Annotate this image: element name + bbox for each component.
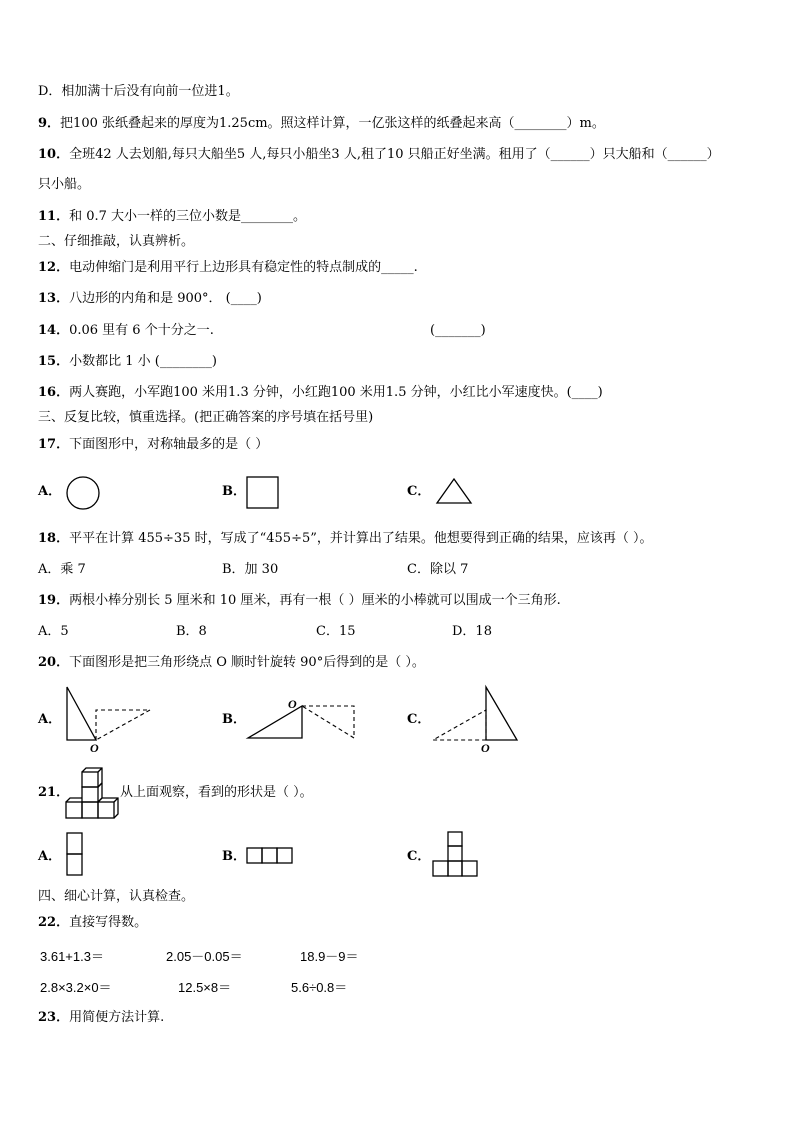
- calc-item: 18.9－9＝: [300, 949, 359, 964]
- question-text: 电动伸缩门是利用平行上边形具有稳定性的特点制成的_____.: [69, 260, 418, 275]
- point-o-label: O: [481, 741, 490, 755]
- question-number: 18．: [38, 531, 70, 546]
- triangle-shape: [437, 479, 471, 503]
- option-a[interactable]: A．: [38, 849, 62, 864]
- rotation-figure-a: [62, 684, 158, 756]
- option-b[interactable]: B．8: [176, 624, 207, 639]
- calc-item: 2.05－0.05＝: [166, 949, 243, 964]
- calc-item: 5.6÷0.8＝: [291, 980, 348, 995]
- rotated-triangle: [96, 710, 150, 740]
- question-text: 直接写得数。: [69, 915, 148, 930]
- question-number: 9．: [38, 116, 61, 131]
- question-number: 11．: [38, 209, 70, 224]
- view-option-c: [432, 831, 480, 879]
- option-a[interactable]: A．5: [38, 624, 69, 639]
- question-14-answer-blank[interactable]: (_______): [430, 323, 486, 338]
- question-15: [38, 353, 217, 371]
- question-number: 20．: [38, 655, 70, 670]
- calc-item: 3.61+1.3＝: [40, 949, 104, 964]
- question-text: 下面图形是把三角形绕点 O 顺时针旋转 90°后得到的是（ ）。: [69, 655, 425, 670]
- q8-option-d: D．相加满十后没有向前一位进1。: [38, 84, 239, 99]
- option-b[interactable]: B．加 30: [222, 562, 279, 577]
- question-18: [38, 530, 653, 548]
- rotated-triangle: [433, 710, 486, 740]
- option-c[interactable]: C．: [407, 484, 431, 499]
- question-21-number: [38, 784, 69, 802]
- square-shape: [247, 477, 278, 508]
- option-b[interactable]: B．: [222, 484, 246, 499]
- rotated-triangle: [302, 706, 354, 738]
- option-c[interactable]: C．15: [316, 624, 356, 639]
- question-text: 用简便方法计算.: [69, 1010, 165, 1025]
- option-c[interactable]: C．: [407, 712, 431, 727]
- option-a[interactable]: A．乘 7: [38, 562, 86, 577]
- rotation-figure-c: [430, 684, 522, 756]
- question-text: 平平在计算 455÷35 时，写成了“455÷5”，并计算出了结果。他想要得到正确的结果，应该再（ ）。: [69, 531, 653, 546]
- question-text: 和 0.7 大小一样的三位小数是________。: [69, 209, 307, 224]
- question-number: 19．: [38, 593, 70, 608]
- question-16: [38, 384, 603, 402]
- original-triangle: [486, 687, 517, 740]
- option-d[interactable]: D．18: [452, 624, 492, 639]
- question-9: [38, 115, 605, 133]
- question-number: 13．: [38, 291, 70, 306]
- view-option-b: [246, 847, 296, 865]
- question-23: [38, 1009, 164, 1027]
- question-number: 21．: [38, 785, 70, 800]
- point-o-label: O: [90, 741, 99, 755]
- cube-stack-figure: [66, 768, 128, 822]
- question-number: 22．: [38, 915, 70, 930]
- question-13: [38, 290, 262, 308]
- square-figure: [246, 476, 280, 510]
- question-text: 从上面观察，看到的形状是（ ）。: [120, 785, 313, 800]
- question-number: 10．: [38, 147, 70, 162]
- section-2-heading: 二、仔细推敲，认真辨析。: [38, 234, 195, 249]
- question-14: [38, 322, 214, 340]
- question-number: 17．: [38, 437, 70, 452]
- question-number: 14．: [38, 323, 70, 338]
- calc-item: 2.8×3.2×0＝: [40, 980, 112, 995]
- question-11: [38, 208, 306, 226]
- option-b[interactable]: B．: [222, 849, 246, 864]
- option-c[interactable]: C．除以 7: [407, 562, 469, 577]
- triangle-figure: [436, 477, 474, 507]
- section-4-heading: 四、细心计算，认真检查。: [38, 889, 195, 904]
- calc-item: 12.5×8＝: [178, 980, 232, 995]
- cube-stack-drawing: [66, 768, 118, 818]
- circle-shape: [67, 477, 99, 509]
- view-option-a: [66, 832, 84, 878]
- original-triangle: [67, 687, 96, 740]
- question-text: 把100 张纸叠起来的厚度为1.25cm。照这样计算，一亿张这样的纸叠起来高（________）m。: [60, 116, 605, 131]
- question-text: 下面图形中，对称轴最多的是（ ）: [69, 437, 269, 452]
- question-text: 全班42 人去划船,每只大船坐5 人,每只小船坐3 人,租了10 只船正好坐满。租用了（______）只大船和（______）: [69, 147, 720, 162]
- option-a[interactable]: A．: [38, 712, 62, 727]
- question-19: [38, 592, 561, 610]
- section-3-heading: 三、反复比较，慎重选择。(把正确答案的序号填在括号里): [38, 410, 374, 425]
- question-10: [38, 146, 720, 164]
- option-c[interactable]: C．: [407, 849, 431, 864]
- question-10-continued: 只小船。: [38, 177, 91, 192]
- question-text: 八边形的内角和是 900°． (____): [69, 291, 262, 306]
- question-text: 0.06 里有 6 个十分之一.: [69, 323, 214, 338]
- question-text: 小数都比 1 小 (________): [69, 354, 217, 369]
- question-12: [38, 259, 418, 277]
- question-22: [38, 914, 147, 932]
- circle-figure: [64, 475, 102, 511]
- option-b[interactable]: B．: [222, 712, 246, 727]
- rotation-figure-b: [244, 696, 360, 744]
- question-17: [38, 436, 268, 454]
- question-number: 12．: [38, 260, 70, 275]
- option-a[interactable]: A．: [38, 484, 62, 499]
- point-o-label: O: [288, 697, 297, 711]
- question-number: 15．: [38, 354, 70, 369]
- question-text: 两根小棒分别长 5 厘米和 10 厘米，再有一根（ ）厘米的小棒就可以围成一个三角形.: [69, 593, 561, 608]
- question-number: 23．: [38, 1010, 70, 1025]
- question-20: [38, 654, 425, 672]
- question-text: 两人赛跑，小军跑100 米用1.3 分钟，小红跑100 米用1.5 分钟，小红比小军速度快。(____): [69, 385, 603, 400]
- question-number: 16．: [38, 385, 70, 400]
